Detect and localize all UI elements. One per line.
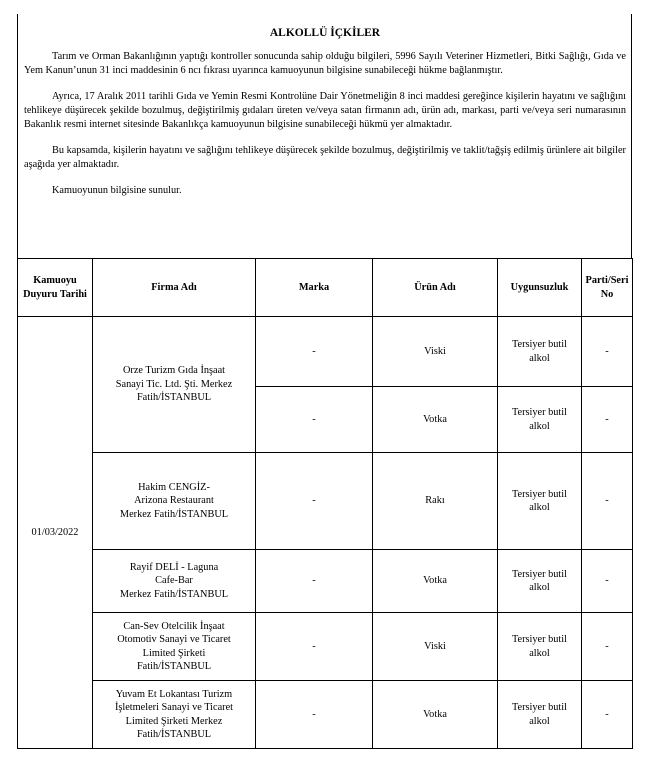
- issue-line: Tersiyer butil: [511, 634, 568, 645]
- firm-name-line: Rayif DELİ - Laguna: [129, 561, 219, 573]
- firm-cell: [93, 681, 256, 749]
- firm-name-line: Yuvam Et Lokantası Turizm: [115, 688, 233, 700]
- firm-name-line: Merkez Fatih/İSTANBUL: [119, 508, 229, 520]
- issue-line: Tersiyer butil: [511, 488, 568, 500]
- lot-cell: -: [582, 681, 633, 749]
- product-cell: Viski: [373, 613, 498, 681]
- header-brand: Marka: [256, 259, 373, 317]
- header-date: [18, 259, 93, 317]
- table-body: [18, 317, 633, 749]
- firm-name-line: Can-Sev Otelcilik İnşaat: [123, 620, 225, 632]
- paragraph-regulation: Ayrıca, 17 Aralık 2011 tarihli Gıda ve Yemin Resmi Kontrolüne Dair Yönetmeliğin 8 inci maddesi gereğince kişilerin hayatını ve sağlığını tehlikeye düşürecek şekilde bozulmuş, değiştirilmiş gıdaları üreten ve/veya satan firmanın adı, ürün adı, markası, parti ve/veya seri numarasının Bakanlık resmi internet sitesinde Bakanlıkça kamuoyunun bilgisine sunabileceği hükmü yer almaktadır.: [24, 91, 626, 130]
- header-date-line: Kamuoyu: [33, 275, 77, 286]
- firm-name-line: Merkez Fatih/İSTANBUL: [119, 588, 229, 600]
- firm-name-line: İşletmeleri Sanayi ve Ticaret: [114, 702, 234, 713]
- closing-note: Kamuoyunun bilgisine sunulur.: [52, 185, 182, 196]
- issue-line: alkol: [529, 420, 550, 432]
- product-cell: Votka: [373, 550, 498, 613]
- table-header-row: [18, 259, 633, 317]
- firm-name-line: Otomotiv Sanayi ve Ticaret: [117, 634, 231, 645]
- header-issue: Uygunsuzluk: [498, 259, 582, 317]
- date-cell: 01/03/2022: [18, 317, 93, 749]
- firm-name-line: Hakim CENGİZ-: [138, 481, 210, 493]
- header-lot: Parti/Seri No: [582, 259, 633, 317]
- brand-cell: -: [256, 550, 373, 613]
- issue-line: alkol: [529, 715, 550, 727]
- issue-line: alkol: [529, 352, 550, 364]
- table-row: [18, 317, 633, 387]
- product-table: [17, 258, 633, 749]
- table-row: [18, 681, 633, 749]
- paragraph-scope: Bu kapsamda, kişilerin hayatını ve sağlığını tehlikeye düşürecek şekilde bozulmuş, değiştirilmiş ve taklit/tağşiş edilmiş ürünlere ait bilgiler aşağıda yer almaktadır.: [24, 145, 626, 170]
- issue-cell: [498, 681, 582, 749]
- issue-cell: [498, 550, 582, 613]
- issue-line: Tersiyer butil: [511, 339, 568, 350]
- firm-name-line: Limited Şirketi Merkez: [125, 715, 223, 727]
- header-product: Ürün Adı: [373, 259, 498, 317]
- header-date-line: Duyuru Tarihi: [23, 288, 87, 300]
- issue-line: Tersiyer butil: [511, 702, 568, 713]
- firm-cell: [93, 317, 256, 453]
- brand-cell: -: [256, 387, 373, 453]
- product-cell: Viski: [373, 317, 498, 387]
- page-title: ALKOLLÜ İÇKİLER: [269, 27, 381, 39]
- brand-cell: -: [256, 317, 373, 387]
- firm-cell: [93, 550, 256, 613]
- firm-cell: [93, 613, 256, 681]
- firm-name-line: Cafe-Bar: [155, 575, 193, 587]
- firm-name-line: Fatih/İSTANBUL: [136, 392, 212, 404]
- issue-cell: [498, 387, 582, 453]
- issue-line: alkol: [529, 582, 550, 593]
- firm-name-line: Sanayi Tic. Ltd. Şti. Merkez: [115, 378, 233, 390]
- firm-name-line: Orze Turizm Gıda İnşaat: [122, 365, 226, 377]
- product-cell: Votka: [373, 681, 498, 749]
- lot-cell: -: [582, 387, 633, 453]
- paragraph-law: Tarım ve Orman Bakanlığının yaptığı kontroller sonucunda sahip olduğu bilgileri, 5996 Sayılı Veteriner Hizmetleri, Bitki Sağlığı, Gıda ve Yem Kanun’unun 31 inci maddesinin 6 ncı fıkrası uyarınca kamuoyunun bilgisine sunabileceği hükme bağlanmıştır.: [24, 51, 626, 76]
- issue-cell: [498, 453, 582, 550]
- firm-name-line: Arizona Restaurant: [134, 495, 214, 507]
- lot-cell: -: [582, 317, 633, 387]
- table-row: [18, 550, 633, 613]
- brand-cell: -: [256, 613, 373, 681]
- firm-cell: [93, 453, 256, 550]
- intro-box: [17, 14, 632, 258]
- issue-cell: [498, 317, 582, 387]
- header-firm: Firma Adı: [93, 259, 256, 317]
- lot-cell: -: [582, 453, 633, 550]
- firm-name-line: Fatih/İSTANBUL: [136, 729, 212, 740]
- issue-line: alkol: [529, 502, 550, 513]
- lot-cell: -: [582, 550, 633, 613]
- table-row: [18, 453, 633, 550]
- product-cell: Votka: [373, 387, 498, 453]
- firm-name-line: Fatih/İSTANBUL: [136, 661, 212, 672]
- brand-cell: -: [256, 453, 373, 550]
- issue-line: Tersiyer butil: [511, 568, 568, 580]
- issue-cell: [498, 613, 582, 681]
- brand-cell: -: [256, 681, 373, 749]
- firm-name-line: Limited Şirketi: [142, 647, 206, 659]
- product-cell: Rakı: [373, 453, 498, 550]
- issue-line: Tersiyer butil: [511, 407, 568, 418]
- table-row: [18, 613, 633, 681]
- lot-cell: -: [582, 613, 633, 681]
- issue-line: alkol: [529, 647, 550, 659]
